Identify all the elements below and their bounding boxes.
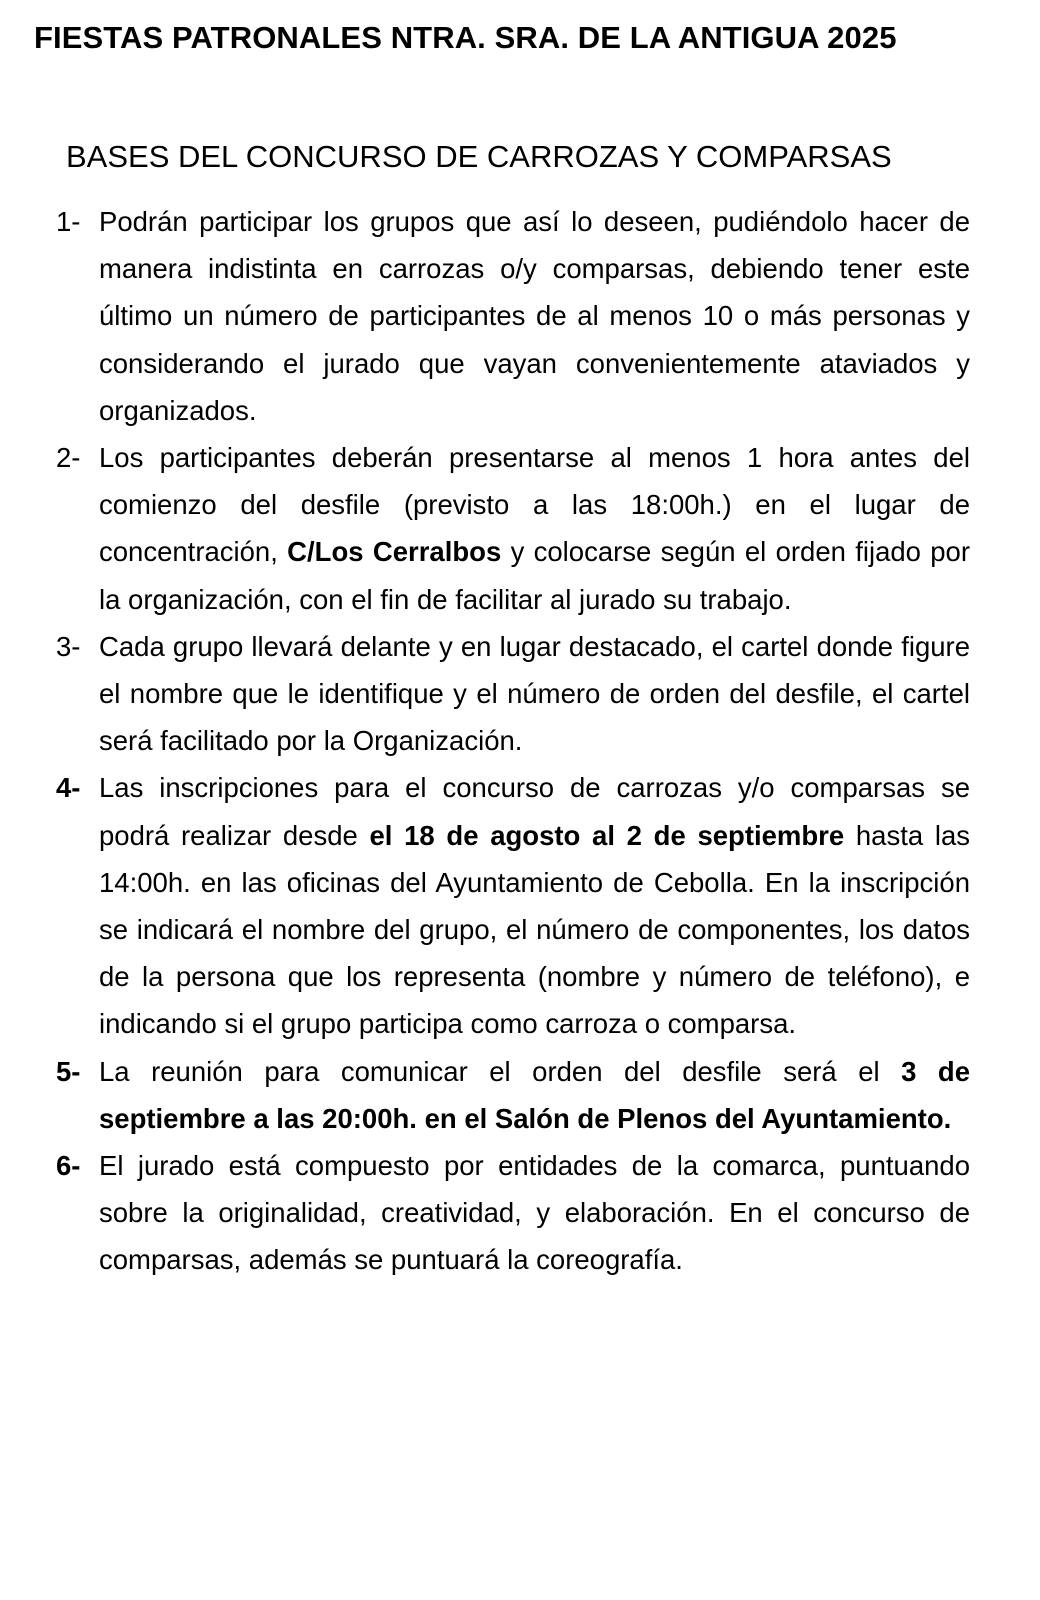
rule-item-3 bbox=[56, 623, 970, 765]
rule-number: 4- bbox=[56, 772, 81, 804]
page-title: FIESTAS PATRONALES NTRA. SRA. DE LA ANTIGUA 2025 bbox=[34, 20, 897, 55]
rule-text-part: La reunión para comunicar el orden del desfile será el bbox=[99, 1055, 902, 1087]
rule-text: Podrán participar los grupos que así lo deseen, pudiéndolo hacer de manera indistinta en carrozas o/y comparsas, debiendo tener este último un número de participantes de al menos 10 o más personas y considerando el jurado que vayan convenientemente ataviados y organizados. bbox=[99, 206, 970, 426]
rule-number: 3- bbox=[56, 630, 81, 662]
rule-text bbox=[99, 764, 970, 1047]
rule-text-highlight: C/Los Cerralbos bbox=[287, 536, 502, 568]
rule-text-highlight: 3 de septiembre a las 20:00h. en el Salón de Plenos del Ayuntamiento. bbox=[99, 1055, 971, 1134]
rule-item-1 bbox=[56, 198, 970, 434]
section-subtitle: BASES DEL CONCURSO DE CARROZAS Y COMPARSAS bbox=[66, 139, 892, 174]
rule-text: El jurado está compuesto por entidades de la comarca, puntuando sobre la originalidad, creatividad, y elaboración. En el concurso de comparsas, además se puntuará la coreografía. bbox=[99, 1150, 970, 1276]
rule-item-6 bbox=[56, 1142, 970, 1284]
rule-number: 6- bbox=[56, 1150, 81, 1182]
rule-text bbox=[99, 1048, 970, 1142]
rule-item-2 bbox=[56, 434, 970, 623]
rule-text bbox=[99, 434, 970, 623]
rule-number: 2- bbox=[56, 442, 81, 474]
rule-number: 1- bbox=[56, 206, 81, 237]
rule-text-part: hasta las 14:00h. en las oficinas del Ayuntamiento de Cebolla. En la inscripción se indicará el nombre del grupo, el número de componentes, los datos de la persona que los representa (nombre y número de teléfono), e indicando si el grupo participa como carroza o comparsa. bbox=[99, 819, 970, 1040]
rules-list bbox=[56, 198, 970, 1284]
rule-number: 5- bbox=[56, 1055, 81, 1087]
rule-text-part: Los participantes deberán presentarse al menos 1 hora antes del comienzo del desfile (previsto a las 18:00h.) en el lugar de concentración, bbox=[99, 442, 970, 568]
rule-text: Cada grupo llevará delante y en lugar destacado, el cartel donde figure el nombre que le identifique y el número de orden del desfile, el cartel será facilitado por la Organización. bbox=[99, 630, 970, 757]
rule-item-4 bbox=[56, 764, 970, 1047]
rule-text-highlight: el 18 de agosto al 2 de septiembre bbox=[369, 819, 845, 851]
rule-text-part: y colocarse según el orden fijado por la organización, con el fin de facilitar al jurado su trabajo. bbox=[99, 536, 971, 615]
rule-text-part: Las inscripciones para el concurso de carrozas y/o comparsas se podrá realizar desde bbox=[99, 772, 970, 851]
rule-item-5 bbox=[56, 1048, 970, 1142]
